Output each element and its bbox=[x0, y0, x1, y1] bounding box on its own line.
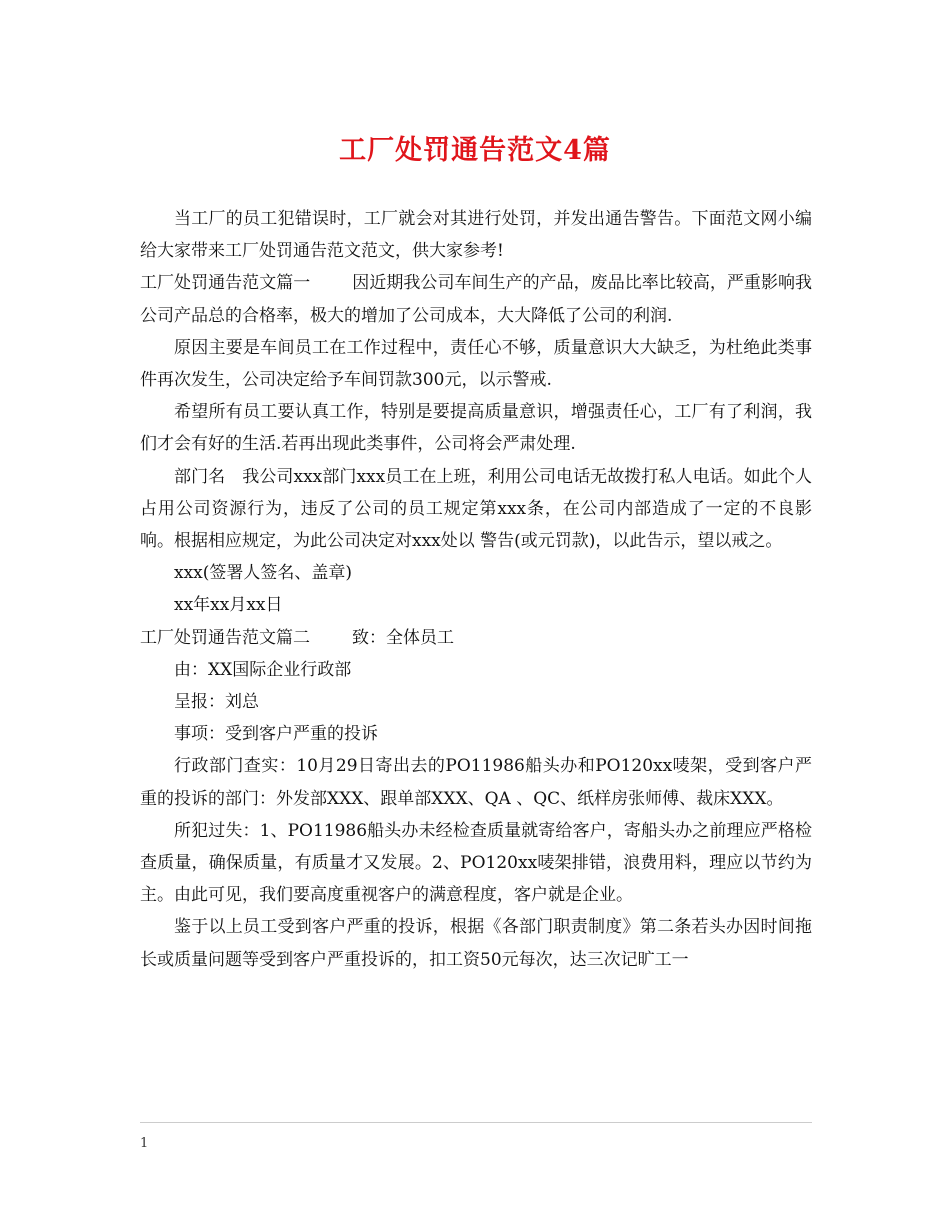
article1-department-label: 部门名 bbox=[174, 466, 226, 487]
article2-subject: 事项：受到客户严重的投诉 bbox=[174, 724, 378, 745]
article1-paragraph-4 bbox=[140, 461, 812, 558]
intro-paragraph: 当工厂的员工犯错误时，工厂就会对其进行处罚，并发出通告警告。下面范文网小编给大家带来工厂处罚通告范文范文，供大家参考! bbox=[140, 209, 812, 262]
document-title: 工厂处罚通告范文4篇 bbox=[339, 135, 611, 166]
article2-paragraph-3: 鉴于以上员工受到客户严重的投诉，根据《各部门职责制度》第二条若头办因时间拖长或质量问题等受到客户严重投诉的，扣工资50元每次，达三次记旷工一 bbox=[140, 917, 812, 970]
footer-divider bbox=[140, 1122, 812, 1123]
article2-first-line bbox=[140, 622, 812, 654]
article2-paragraph-2: 所犯过失：1、PO11986船头办未经检查质量就寄给客户，寄船头办之前理应严格检查质量，确保质量，有质量才又发展。2、PO120xx唛架排错，浪费用料，理应以节约为主。由此可见，我们要高度重视客户的满意程度，客户就是企业。 bbox=[140, 820, 812, 906]
article2-from: 由：XX国际企业行政部 bbox=[174, 659, 352, 680]
article2-report: 呈报：刘总 bbox=[174, 692, 259, 713]
article1-paragraph-2: 原因主要是车间员工在工作过程中，责任心不够，质量意识大大缺乏，为杜绝此类事件再次发生，公司决定给予车间罚款300元，以示警戒. bbox=[140, 337, 812, 391]
article2-heading: 工厂处罚通告范文篇二 bbox=[140, 627, 310, 648]
page-number: 1 bbox=[140, 1136, 149, 1151]
article2-paragraph-1: 行政部门查实：10月29日寄出去的PO11986船头办和PO120xx唛架，受到客户严重的投诉的部门：外发部XXX、跟单部XXX、QA 、QC、纸样房张师傅、裁床XXX。 bbox=[140, 756, 812, 809]
article1-date: xx年xx月xx日 bbox=[174, 595, 283, 616]
article1-heading: 工厂处罚通告范文篇一 bbox=[140, 273, 311, 294]
article1-paragraph-3: 希望所有员工要认真工作，特别是要提高质量意识，增强责任心，工厂有了利润，我们才会有好的生活.若再出现此类事件，公司将会严肃处理. bbox=[140, 402, 812, 455]
document-body bbox=[140, 203, 812, 976]
article1-paragraph-4-text: 我公司xxx部门xxx员工在上班，利用公司电话无故拨打私人电话。如此个人占用公司资源行为，违反了公司的员工规定第xxx条，在公司内部造成了一定的不良影响。根据相应规定，为此公司决定对xxx处以 警告(或元罚款)，以此告示，望以戒之。 bbox=[140, 466, 812, 552]
article1-signature: xxx(签署人签名、盖章) bbox=[174, 563, 353, 584]
article2-to: 致：全体员工 bbox=[352, 627, 454, 648]
article1-first-paragraph bbox=[140, 267, 812, 331]
article1-paragraph-1: 因近期我公司车间生产的产品，废品比率比较高，严重影响我公司产品总的合格率，极大的增加了公司成本，大大降低了公司的利润. bbox=[140, 273, 813, 326]
